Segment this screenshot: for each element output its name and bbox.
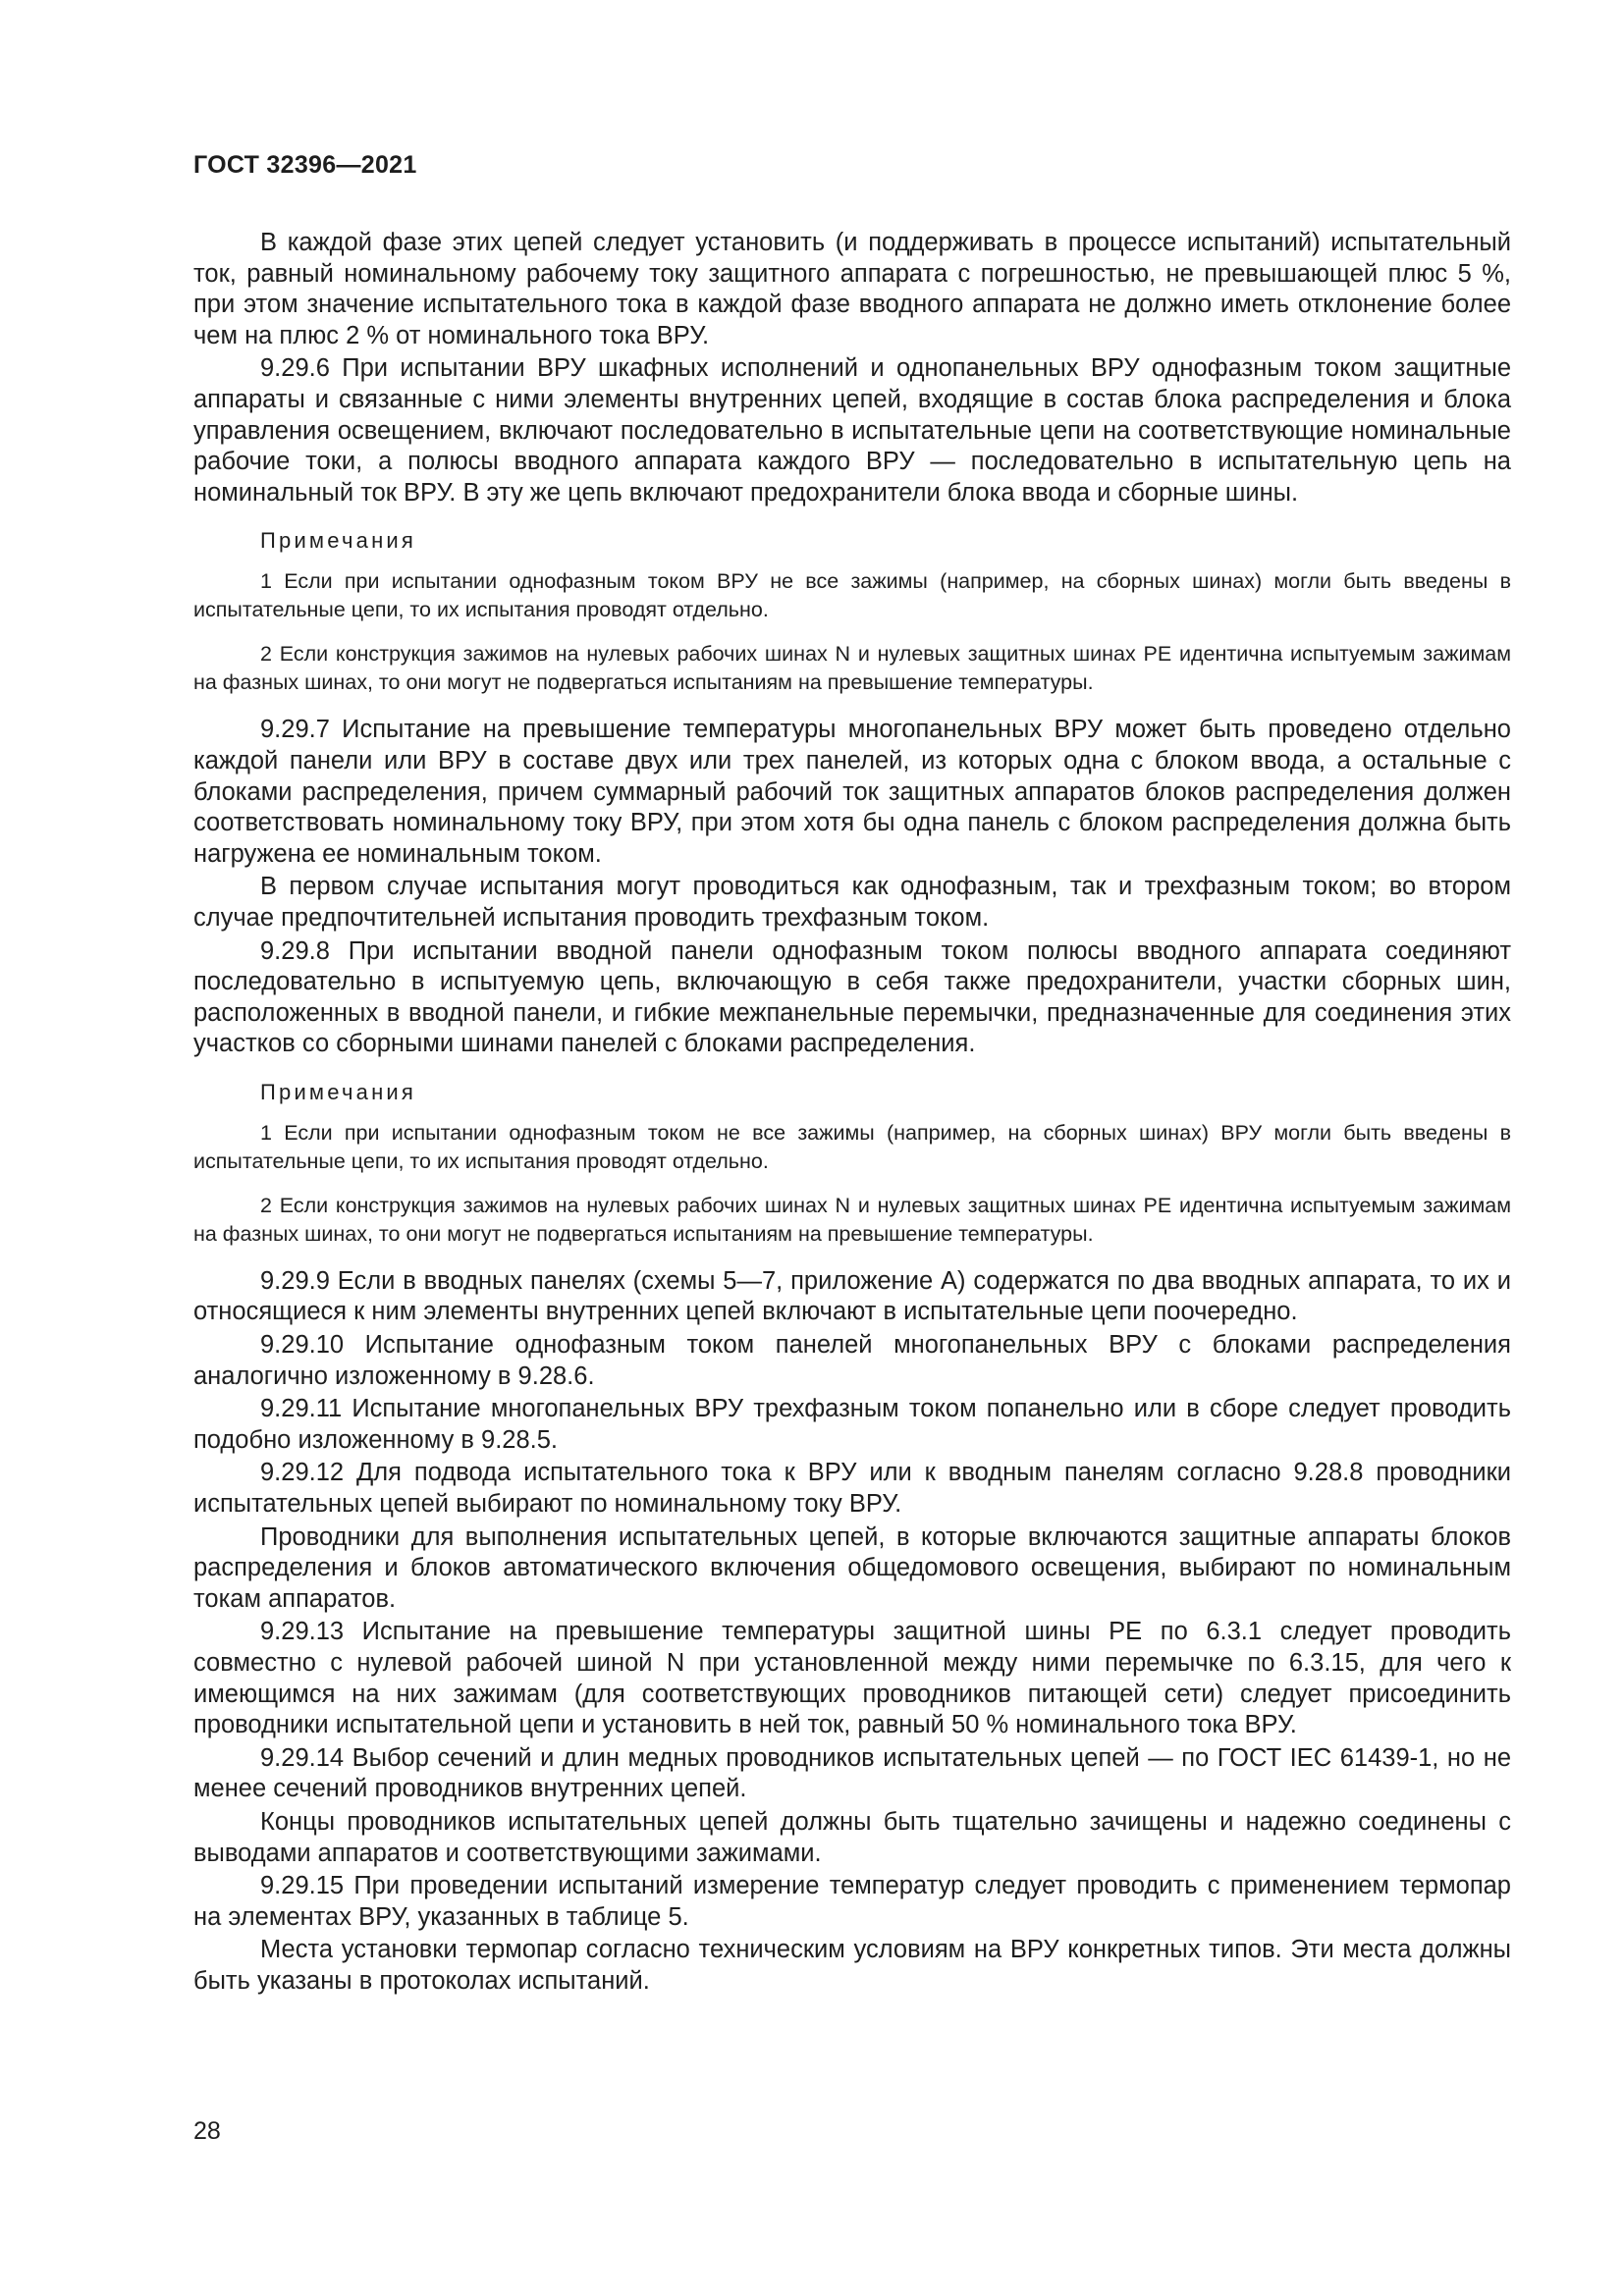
page-number: 28: [193, 2117, 221, 2145]
paragraph-9-29-14: 9.29.14 Выбор сечений и длин медных проводников испытательных цепей — по ГОСТ IEC 61439-1, но не менее сечений проводников внутренних цепей.: [193, 1743, 1511, 1803]
paragraph-9-29-15: 9.29.15 При проведении испытаний измерение температур следует проводить с применением термопар на элементах ВРУ, указанных в таблице 5.: [193, 1872, 1511, 1931]
note-item: 2 Если конструкция зажимов на нулевых рабочих шинах N и нулевых защитных шинах PE идентична испытуемым зажимам на фазных шинах, то они могут не подвергаться испытаниям на превышение температуры.: [193, 1193, 1511, 1246]
paragraph-9-29-7: 9.29.7 Испытание на превышение температуры многопанельных ВРУ может быть проведено отдельно каждой панели или ВРУ в составе двух или трех панелей, из которых одна с блоком ввода, а остальные с блоками распределения, причем суммарный рабочий ток защитных аппаратов блоков распределения должен соответствовать номинальному току ВРУ, при этом хотя бы одна панель с блоком распределения должна быть нагружена ее номинальным током.: [193, 716, 1511, 868]
notes-heading: Примечания: [260, 1079, 417, 1104]
paragraph-9-29-11: 9.29.11 Испытание многопанельных ВРУ трехфазным током попанельно или в сборе следует проводить подобно изложенному в 9.28.5.: [193, 1395, 1511, 1454]
paragraph: Места установки термопар согласно техническим условиям на ВРУ конкретных типов. Эти места должны быть указаны в протоколах испытаний.: [193, 1936, 1511, 1995]
document-code: ГОСТ 32396—2021: [193, 151, 417, 179]
paragraph: В каждой фазе этих цепей следует установить (и поддерживать в процессе испытаний) испытательный ток, равный номинальному рабочему току защитного аппарата с погрешностью, не превышающей плюс 5 %, при этом значение испытательного тока в каждой фазе вводного аппарата не должно иметь отклонение более чем на плюс 2 % от номинального тока ВРУ.: [193, 229, 1511, 349]
paragraph-9-29-8: 9.29.8 При испытании вводной панели однофазным током полюсы вводного аппарата соединяют последовательно в испытуемую цепь, включающую в себя также предохранители, участки сборных шин, расположенных в вводной панели, и гибкие межпанельные перемычки, предназначенные для соединения этих участков со сборными шинами панелей с блоками распределения.: [193, 936, 1511, 1058]
note-item: 1 Если при испытании однофазным током ВРУ не все зажимы (например, на сборных шинах) могли быть введены в испытательные цепи, то их испытания проводят отдельно.: [193, 569, 1511, 622]
paragraph: Концы проводников испытательных цепей должны быть тщательно зачищены и надежно соединены с выводами аппаратов и соответствующими зажимами.: [193, 1807, 1511, 1867]
notes-heading: Примечания: [260, 528, 417, 554]
page-body: [193, 228, 1511, 2000]
paragraph-9-29-10: 9.29.10 Испытание однофазным током панелей многопанельных ВРУ с блоками распределения аналогично изложенному в 9.28.6.: [193, 1331, 1511, 1390]
paragraph-9-29-6: 9.29.6 При испытании ВРУ шкафных исполнений и однопанельных ВРУ однофазным током защитные аппараты и связанные с ними элементы внутренних цепей, входящие в состав блока распределения и блока управления освещением, включают последовательно в испытательные цепи на соответствующие номинальные рабочие токи, а полюсы вводного аппарата каждого ВРУ — последовательно в испытательную цепь на номинальный ток ВРУ. В эту же цепь включают предохранители блока ввода и сборные шины.: [193, 354, 1511, 507]
paragraph-9-29-9: 9.29.9 Если в вводных панелях (схемы 5—7, приложение А) содержатся по два вводных аппарата, то их и относящиеся к ним элементы внутренних цепей включают в испытательные цепи поочередно.: [193, 1266, 1511, 1326]
note-item: 1 Если при испытании однофазным током не все зажимы (например, на сборных шинах) ВРУ могли быть введены в испытательные цепи, то их испытания проводят отдельно.: [193, 1120, 1511, 1173]
paragraph-9-29-12: 9.29.12 Для подвода испытательного тока к ВРУ или к вводным панелям согласно 9.28.8 проводники испытательных цепей выбирают по номинальному току ВРУ.: [193, 1459, 1511, 1519]
note-item: 2 Если конструкция зажимов на нулевых рабочих шинах N и нулевых защитных шинах PE идентична испытуемым зажимам на фазных шинах, то они могут не подвергаться испытаниям на превышение температуры.: [193, 642, 1511, 695]
paragraph: В первом случае испытания могут проводиться как однофазным, так и трехфазным током; во втором случае предпочтительней испытания проводить трехфазным током.: [193, 873, 1511, 932]
paragraph-9-29-13: 9.29.13 Испытание на превышение температуры защитной шины PE по 6.3.1 следует проводить совместно с нулевой рабочей шиной N при установленной между ними перемычке по 6.3.15, для чего к имеющимся на них зажимам (для соответствующих проводников питающей сети) следует присоединить проводники испытательной цепи и установить в ней ток, равный 50 % номинального тока ВРУ.: [193, 1618, 1511, 1739]
paragraph: Проводники для выполнения испытательных цепей, в которые включаются защитные аппараты блоков распределения и блоков автоматического включения общедомового освещения, выбирают по номинальным токам аппаратов.: [193, 1522, 1511, 1613]
